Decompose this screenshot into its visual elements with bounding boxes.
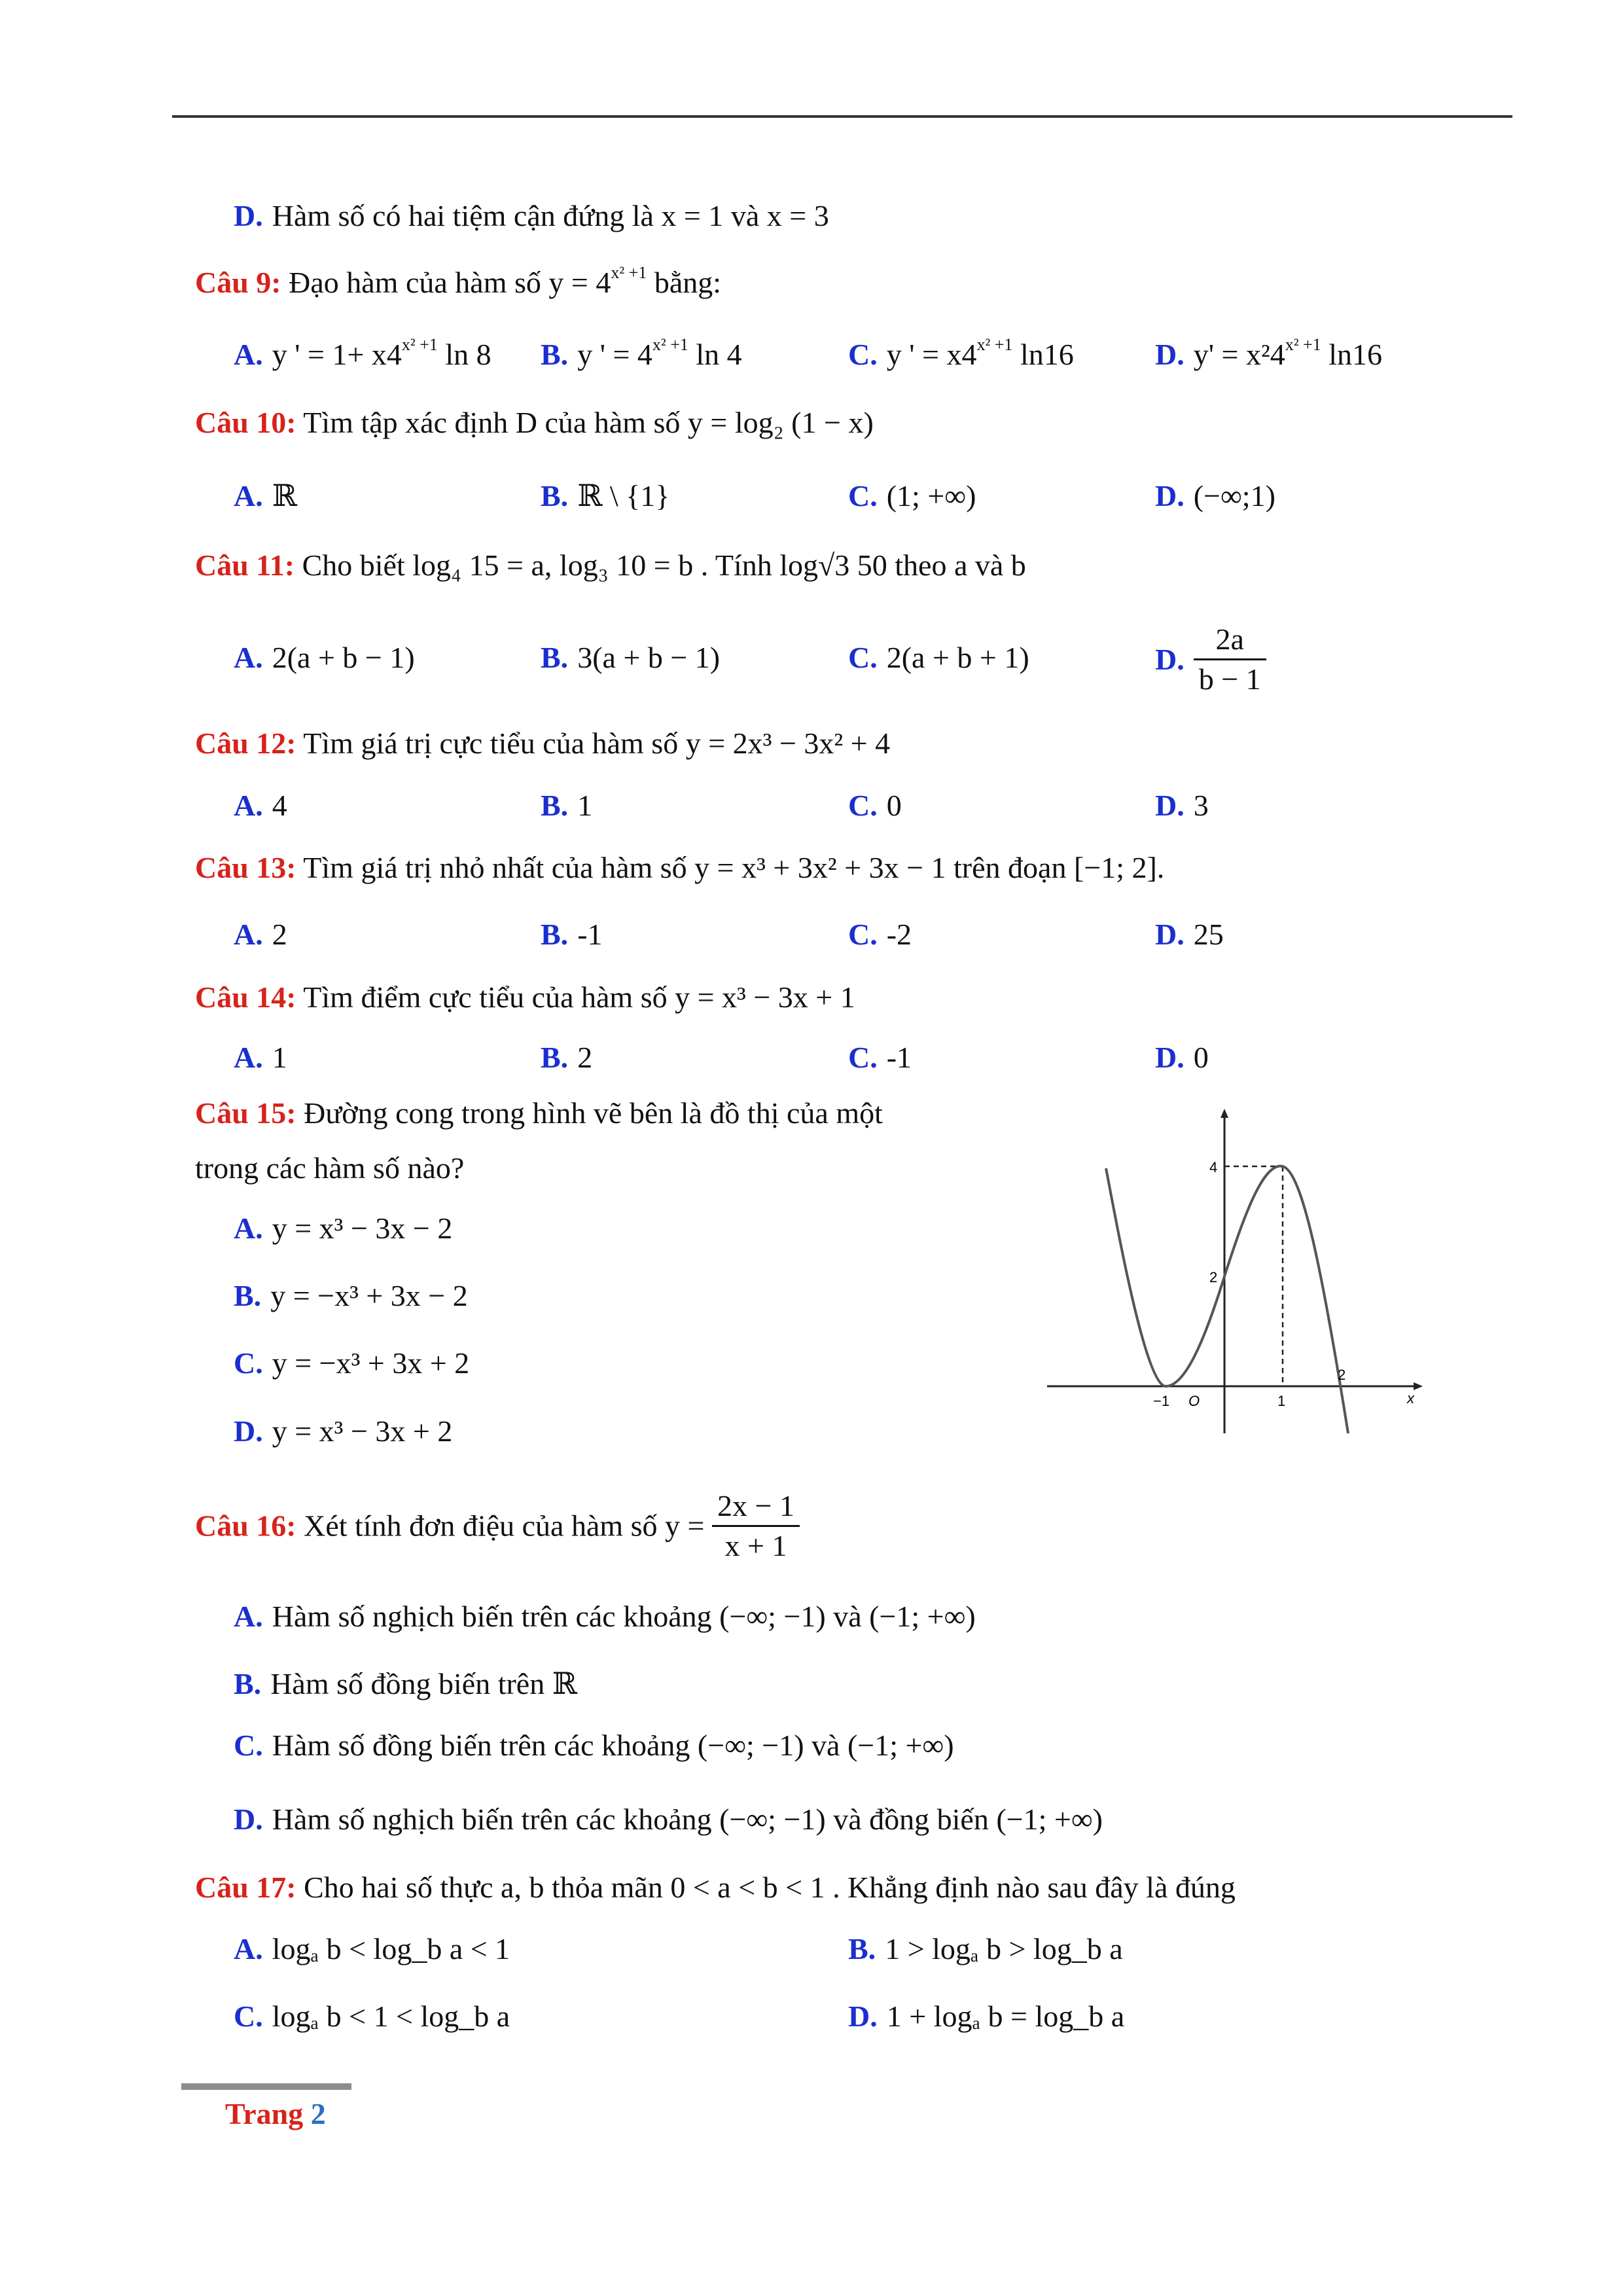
x-axis-arrow-icon (1414, 1382, 1423, 1390)
q13-option-c[interactable]: C. -2 (848, 918, 912, 951)
q12-option-c[interactable]: C. 0 (848, 789, 902, 822)
q17-option-d[interactable]: D. 1 + logₐ b = log_b a (848, 2000, 1125, 2033)
q16-option-a[interactable]: A. Hàm số nghịch biến trên các khoảng (−∞; −1) và (−1; +∞) (234, 1600, 976, 1633)
question-label: Câu 14: (195, 980, 296, 1014)
question-text: Tìm tập xác định D của hàm số y = log₂ (1 − x) (303, 406, 874, 439)
question-label: Câu 17: (195, 1871, 296, 1904)
question-tail: bằng: (654, 266, 722, 299)
question-text: Cho biết log₄ 15 = a, log₃ 10 = b . Tính log√3 50 theo a và b (302, 548, 1026, 582)
q14-option-b[interactable]: B. 2 (541, 1041, 593, 1074)
q15-option-a[interactable]: A. y = x³ − 3x − 2 (234, 1211, 453, 1245)
question-label: Câu 12: (195, 726, 296, 760)
q12-option-d[interactable]: D. 3 (1155, 789, 1209, 822)
q16-option-c[interactable]: C. Hàm số đồng biến trên các khoảng (−∞; −1) và (−1; +∞) (234, 1729, 954, 1762)
q16-option-b[interactable]: B. Hàm số đồng biến trên ℝ (234, 1667, 577, 1700)
q9-option-a[interactable]: A. y ' = $1+ x4^{x^2 +1}$ ln 8 (234, 335, 491, 371)
q12-option-b[interactable]: B. 1 (541, 789, 593, 822)
q9-option-b[interactable]: B. y ' = $4^{x^2 +1}$ ln 4 (541, 335, 742, 371)
x-tick-1: 1 (1277, 1393, 1286, 1409)
question-label: Câu 9: (195, 266, 281, 299)
y-axis-arrow-icon (1221, 1109, 1228, 1118)
prev-option-d (234, 196, 829, 236)
question-text: Xét tính đơn điệu của hàm số y = (304, 1509, 705, 1543)
header-rule (172, 115, 1512, 118)
question-text: Đạo hàm của hàm số (289, 266, 541, 299)
q13-option-a[interactable]: A. 2 (234, 918, 287, 951)
q13-option-d[interactable]: D. 25 (1155, 918, 1224, 951)
q14-option-c[interactable]: C. -1 (848, 1041, 912, 1074)
footer-word: Trang (225, 2097, 304, 2130)
q15-option-b[interactable]: B. y = −x³ + 3x − 2 (234, 1279, 468, 1312)
question-text: Tìm giá trị cực tiểu của hàm số y = 2x³ − 3x² + 4 (303, 726, 891, 760)
q14-option-a[interactable]: A. 1 (234, 1041, 287, 1074)
q17-option-b[interactable]: B. 1 > logₐ b > log_b a (848, 1932, 1123, 1965)
page-footer (225, 2096, 326, 2131)
q9-option-c[interactable]: C. y ' = $x4^{x^2 +1}$ ln16 (848, 335, 1074, 371)
q17-option-a[interactable]: A. logₐ b < log_b a < 1 (234, 1932, 510, 1965)
y-tick-2: 2 (1209, 1269, 1218, 1285)
question-11 (195, 546, 1026, 585)
q10-option-a[interactable]: A. ℝ (234, 479, 297, 512)
q11-option-c[interactable]: C. 2(a + b + 1) (848, 641, 1029, 674)
question-function: $y = 4^{x^2 +1}$ (548, 263, 647, 299)
curve (1106, 1166, 1348, 1433)
y-tick-4: 4 (1209, 1159, 1218, 1175)
question-label: Câu 15: (195, 1096, 296, 1130)
page-number: 2 (310, 2097, 326, 2130)
question-text: Đường cong trong hình vẽ bên là đồ thị của một (304, 1096, 883, 1130)
q11-option-b[interactable]: B. 3(a + b − 1) (541, 641, 721, 674)
question-9 (195, 263, 721, 302)
q10-option-c[interactable]: C. (1; +∞) (848, 479, 976, 512)
option-label: D. (234, 199, 263, 232)
q10-option-d[interactable]: D. (−∞;1) (1155, 479, 1275, 512)
option-text: Hàm số có hai tiệm cận đứng là x = 1 và x = 3 (272, 199, 829, 232)
footer-bar (181, 2083, 351, 2090)
question-15 (195, 1094, 883, 1133)
question-text: Tìm giá trị nhỏ nhất của hàm số y = x³ + 3x² + 3x − 1 trên đoạn [−1; 2]. (303, 851, 1165, 884)
q9-option-d[interactable]: D. $y' = x^24^{x^2 +1}$ ln16 (1155, 335, 1383, 371)
question-16 (195, 1487, 800, 1565)
question-14 (195, 978, 855, 1017)
question-10 (195, 403, 874, 442)
q11-option-a[interactable]: A. 2(a + b − 1) (234, 641, 415, 674)
question-label: Câu 13: (195, 851, 296, 884)
question-13 (195, 848, 1164, 888)
q11-option-d[interactable]: D. $\frac{2a}{b - 1}$ (1155, 620, 1266, 698)
question-text: Cho hai số thực a, b thỏa mãn 0 < a < b < 1 . Khẳng định nào sau đây là đúng (304, 1871, 1236, 1904)
question-label: Câu 10: (195, 406, 296, 439)
x-axis-label: x (1407, 1390, 1414, 1407)
q14-option-d[interactable]: D. 0 (1155, 1041, 1209, 1074)
origin-label: O (1188, 1393, 1200, 1409)
q15-option-d[interactable]: D. y = x³ − 3x + 2 (234, 1414, 453, 1448)
q16-option-d[interactable]: D. Hàm số nghịch biến trên các khoảng (−∞; −1) và đồng biến (−1; +∞) (234, 1803, 1103, 1836)
fraction: $\frac{2x - 1}{x + 1}$ (712, 1487, 800, 1565)
question-label: Câu 16: (195, 1509, 296, 1543)
question-15-line2 (195, 1149, 464, 1188)
question-label: Câu 11: (195, 548, 295, 582)
q13-option-b[interactable]: B. -1 (541, 918, 603, 951)
fraction: $\frac{2a}{b - 1}$ (1194, 620, 1266, 698)
question-text: trong các hàm số nào? (195, 1151, 465, 1185)
q15-option-c[interactable]: C. y = −x³ + 3x + 2 (234, 1346, 470, 1380)
q10-option-b[interactable]: B. ℝ \ {1} (541, 479, 670, 512)
function-graph (1041, 1106, 1427, 1460)
question-17 (195, 1868, 1236, 1907)
x-tick-minus-1: −1 (1153, 1393, 1170, 1409)
q17-option-c[interactable]: C. logₐ b < 1 < log_b a (234, 2000, 510, 2033)
question-text: Tìm điểm cực tiểu của hàm số y = x³ − 3x + 1 (303, 980, 855, 1014)
question-12 (195, 724, 890, 763)
x-tick-2: 2 (1338, 1367, 1346, 1383)
q12-option-a[interactable]: A. 4 (234, 789, 287, 822)
